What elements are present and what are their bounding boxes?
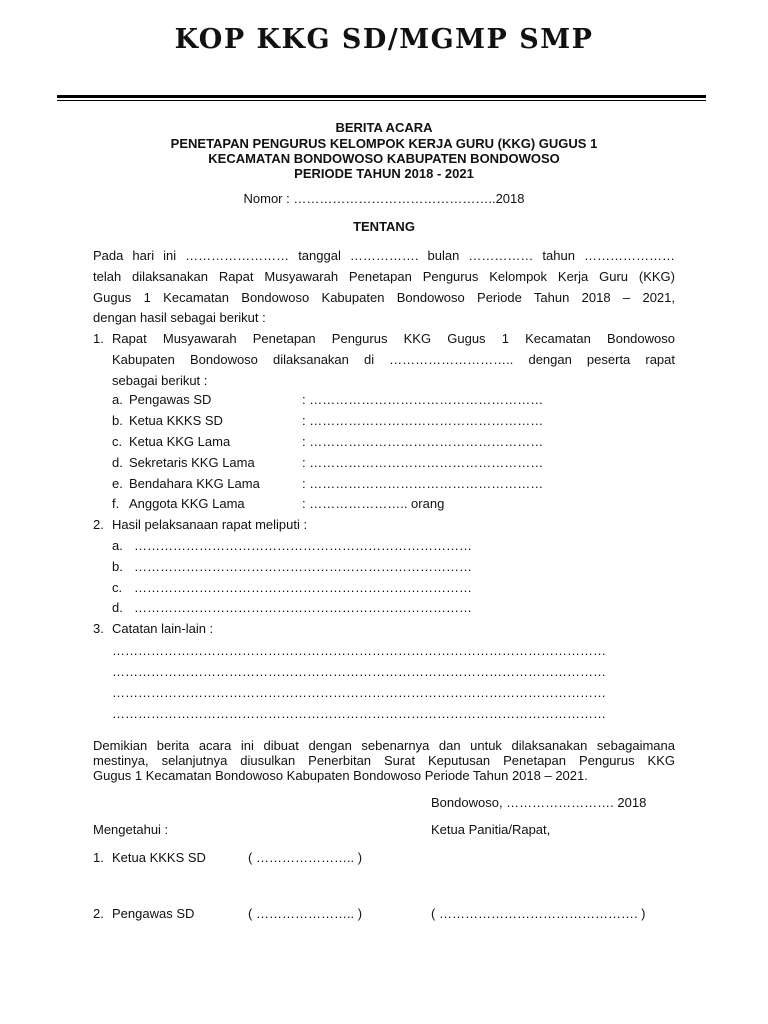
note-line: ……………………………………………………………………………………………………: [112, 643, 606, 658]
intro-line-3: Gugus 1 Kecamatan Bondowoso Kabupaten Bondowoso Periode Tahun 2018 – 2021,: [93, 290, 675, 305]
item1-line-2: Kabupaten Bondowoso dilaksanakan di ……………………….. dengan peserta rapat: [112, 352, 675, 367]
result-blank: ……………………………………………………………………: [134, 559, 472, 574]
item1-line-3: sebagai berikut :: [112, 373, 208, 388]
result-letter: d.: [112, 600, 123, 615]
participant-letter: b.: [112, 413, 123, 428]
doc-about-heading: TENTANG: [353, 219, 415, 234]
participant-letter: a.: [112, 392, 123, 407]
participant-label: Sekretaris KKG Lama: [129, 455, 255, 470]
signer-blank: ( ………………….. ): [248, 850, 363, 865]
place-date: Bondowoso, ……………………. 2018: [431, 795, 647, 810]
participant-value: : ………………………………………………: [302, 392, 544, 407]
closing-line-2: mestinya, selanjutnya diusulkan Penerbitan Surat Keputusan Penetapan Pengurus KKG: [93, 753, 675, 768]
item1-number: 1.: [93, 331, 104, 346]
closing-line-3: Gugus 1 Kecamatan Bondowoso Kabupaten Bondowoso Periode Tahun 2018 – 2021.: [93, 768, 588, 783]
intro-line-1: Pada hari ini …………………… tanggal ……………. bulan …………… tahun …………………: [93, 248, 675, 263]
acknowledged-label: Mengetahui :: [93, 822, 169, 837]
result-blank: ……………………………………………………………………: [134, 538, 472, 553]
item2-label: Hasil pelaksanaan rapat meliputi :: [112, 517, 308, 532]
result-letter: b.: [112, 559, 123, 574]
closing-line-1: Demikian berita acara ini dibuat dengan sebenarnya dan untuk dilaksanakan sebagaimana: [93, 738, 675, 753]
result-blank: ……………………………………………………………………: [134, 580, 472, 595]
note-line: ……………………………………………………………………………………………………: [112, 706, 606, 721]
participant-value: : ………………….. orang: [302, 496, 445, 511]
intro-line-2: telah dilaksanakan Rapat Musyawarah Penetapan Pengurus Kelompok Kerja Guru (KKG): [93, 269, 675, 284]
signer-blank: ( ………………….. ): [248, 906, 363, 921]
committee-chair-blank: ( ………………………………………. ): [431, 906, 646, 921]
item2-number: 2.: [93, 517, 104, 532]
participant-label: Anggota KKG Lama: [129, 496, 245, 511]
participant-value: : ………………………………………………: [302, 413, 544, 428]
signer-label: Ketua KKKS SD: [112, 850, 206, 865]
doc-number: Nomor : ………………………………………..2018: [243, 191, 525, 206]
participant-letter: f.: [112, 496, 120, 511]
letterhead-title: KOP KKG SD/MGMP SMP: [174, 24, 594, 55]
doc-title: BERITA ACARA: [335, 120, 433, 135]
item1-line-1: Rapat Musyawarah Penetapan Pengurus KKG Gugus 1 Kecamatan Bondowoso: [112, 331, 675, 346]
result-letter: a.: [112, 538, 123, 553]
doc-subtitle-line3: PERIODE TAHUN 2018 - 2021: [294, 166, 474, 181]
result-blank: ……………………………………………………………………: [134, 600, 472, 615]
signer-label: Pengawas SD: [112, 906, 195, 921]
participant-label: Ketua KKKS SD: [129, 413, 223, 428]
participant-value: : ………………………………………………: [302, 476, 544, 491]
participant-label: Bendahara KKG Lama: [129, 476, 260, 491]
participant-letter: c.: [112, 434, 123, 449]
participant-label: Pengawas SD: [129, 392, 212, 407]
letterhead-rule-thin: [57, 100, 706, 101]
item3-number: 3.: [93, 621, 104, 636]
doc-subtitle-line2: KECAMATAN BONDOWOSO KABUPATEN BONDOWOSO: [208, 151, 560, 166]
intro-line-4: dengan hasil sebagai berikut :: [93, 310, 266, 325]
participant-value: : ………………………………………………: [302, 455, 544, 470]
participant-value: : ………………………………………………: [302, 434, 544, 449]
letterhead-rule-thick: [57, 95, 706, 98]
note-line: ……………………………………………………………………………………………………: [112, 664, 606, 679]
participant-letter: e.: [112, 476, 123, 491]
note-line: ……………………………………………………………………………………………………: [112, 685, 606, 700]
item3-label: Catatan lain-lain :: [112, 621, 214, 636]
result-letter: c.: [112, 580, 123, 595]
signer-number: 1.: [93, 850, 104, 865]
committee-chair-label: Ketua Panitia/Rapat,: [431, 822, 551, 837]
participant-label: Ketua KKG Lama: [129, 434, 231, 449]
signer-number: 2.: [93, 906, 104, 921]
doc-subtitle-line1: PENETAPAN PENGURUS KELOMPOK KERJA GURU (KKG) GUGUS 1: [170, 136, 598, 151]
participant-letter: d.: [112, 455, 123, 470]
